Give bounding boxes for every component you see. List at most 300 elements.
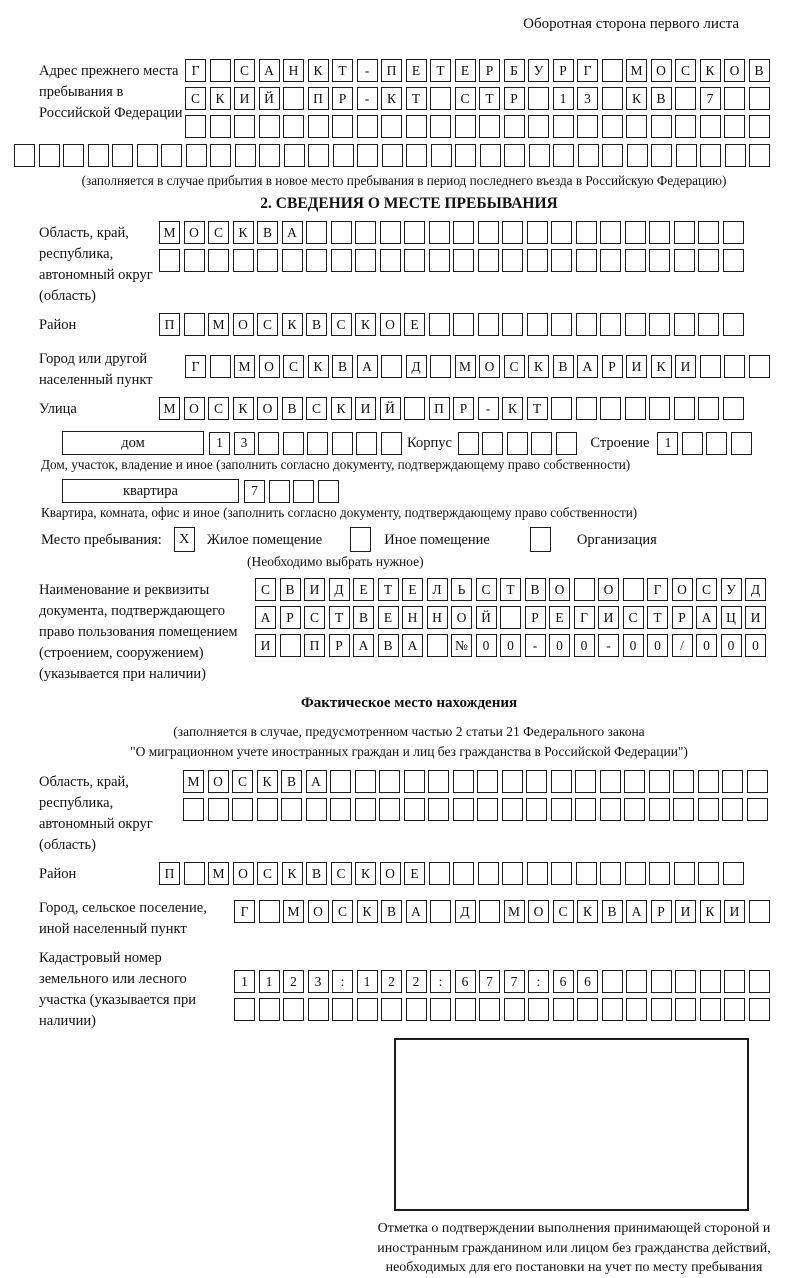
char-grid-row: [185, 115, 773, 138]
char-cell: [479, 998, 500, 1021]
char-cell: [381, 432, 402, 455]
char-cell: А: [696, 606, 717, 629]
char-cell: [453, 221, 474, 244]
char-cell: [404, 798, 425, 821]
char-cell: [293, 480, 314, 503]
char-cell: В: [602, 900, 623, 923]
char-cell: [504, 998, 525, 1021]
char-cell: [380, 221, 401, 244]
char-cell: У: [528, 59, 549, 82]
char-cell: О: [672, 578, 693, 601]
char-cell: Й: [259, 87, 280, 110]
char-cell: -: [357, 59, 378, 82]
char-grid-row: [255, 578, 770, 601]
char-cell: [553, 998, 574, 1021]
char-cell: [551, 397, 572, 420]
char-cell: [333, 144, 354, 167]
char-cell: [602, 970, 623, 993]
residential-label: Жилое помещение: [206, 531, 323, 548]
char-cell: В: [332, 355, 353, 378]
char-cell: О: [184, 221, 205, 244]
char-cell: [551, 221, 572, 244]
place-type-label: Место пребывания:: [41, 531, 162, 548]
char-cell: [700, 970, 721, 993]
char-cell: В: [381, 900, 402, 923]
char-cell: Т: [647, 606, 668, 629]
char-cell: К: [357, 900, 378, 923]
char-cell: П: [429, 397, 450, 420]
char-cell: [259, 115, 280, 138]
char-cell: К: [626, 87, 647, 110]
char-cell: [649, 313, 670, 336]
char-cell: А: [255, 606, 276, 629]
char-cell: [575, 798, 596, 821]
char-cell: [379, 798, 400, 821]
char-cell: [600, 313, 621, 336]
char-cell: [747, 770, 768, 793]
char-cell: [232, 798, 253, 821]
actual-location-note2: "О миграционном учете иностранных граждан и лиц без гражданства в Российской Федерации"): [130, 744, 688, 759]
char-cell: В: [378, 634, 399, 657]
char-cell: [577, 115, 598, 138]
char-cell: П: [308, 87, 329, 110]
char-cell: [404, 770, 425, 793]
char-cell: [500, 606, 521, 629]
char-cell: Е: [404, 862, 425, 885]
char-cell: [282, 249, 303, 272]
char-cell: [625, 221, 646, 244]
char-cell: [706, 432, 727, 455]
char-cell: [724, 355, 745, 378]
char-cell: [478, 249, 499, 272]
char-cell: [183, 798, 204, 821]
char-cell: [453, 313, 474, 336]
char-cell: Й: [476, 606, 497, 629]
char-cell: Е: [378, 606, 399, 629]
char-cell: А: [353, 634, 374, 657]
char-cell: К: [282, 862, 303, 885]
char-cell: [185, 115, 206, 138]
char-cell: 6: [553, 970, 574, 993]
char-cell: С: [455, 87, 476, 110]
char-cell: [159, 249, 180, 272]
korpus-label: Корпус: [407, 435, 452, 451]
char-cell: [259, 998, 280, 1021]
house-number-cells: [209, 432, 405, 455]
char-cell: [674, 397, 695, 420]
char-cell: С: [232, 770, 253, 793]
char-cell: [527, 221, 548, 244]
char-cell: [576, 313, 597, 336]
char-cell: П: [304, 634, 325, 657]
char-cell: [14, 144, 35, 167]
char-cell: С: [185, 87, 206, 110]
char-cell: [478, 862, 499, 885]
char-cell: [331, 249, 352, 272]
char-cell: [675, 115, 696, 138]
stay-region-label: Область, край, республика, автономный округ (область): [39, 225, 153, 304]
char-cell: С: [255, 578, 276, 601]
document-label: Наименование и реквизиты документа, подтверждающего право пользования помещением (строением, сооружением) (указывается при наличии): [39, 582, 238, 682]
prev-address-grid: [185, 59, 773, 143]
char-cell: К: [308, 59, 329, 82]
char-cell: [624, 798, 645, 821]
char-cell: Е: [353, 578, 374, 601]
char-cell: [682, 432, 703, 455]
char-cell: И: [304, 578, 325, 601]
char-cell: [482, 432, 503, 455]
char-cell: И: [255, 634, 276, 657]
checkbox-organization: [530, 527, 551, 552]
char-cell: Л: [427, 578, 448, 601]
char-cell: [600, 798, 621, 821]
char-cell: В: [282, 397, 303, 420]
char-cell: [578, 144, 599, 167]
char-cell: 0: [500, 634, 521, 657]
char-cell: [627, 144, 648, 167]
char-cell: [455, 998, 476, 1021]
char-cell: Ь: [451, 578, 472, 601]
char-cell: [381, 355, 402, 378]
section2-title: 2. СВЕДЕНИЯ О МЕСТЕ ПРЕБЫВАНИЯ: [260, 195, 558, 212]
actual-location-title: Фактическое место нахождения: [300, 695, 518, 711]
char-cell: [723, 221, 744, 244]
cadastre-label: Кадастровый номер земельного или лесного участка (указывается при наличии): [39, 950, 196, 1029]
char-cell: И: [675, 355, 696, 378]
char-cell: 2: [381, 970, 402, 993]
char-cell: С: [257, 313, 278, 336]
char-cell: Д: [406, 355, 427, 378]
char-cell: Р: [504, 87, 525, 110]
char-cell: [453, 798, 474, 821]
char-cell: [625, 249, 646, 272]
char-cell: [357, 115, 378, 138]
char-grid-row: [183, 798, 771, 821]
char-cell: О: [380, 862, 401, 885]
char-cell: [235, 144, 256, 167]
char-cell: С: [332, 900, 353, 923]
char-cell: П: [381, 59, 402, 82]
char-cell: [602, 144, 623, 167]
char-cell: [600, 397, 621, 420]
char-cell: М: [208, 313, 229, 336]
char-cell: [674, 313, 695, 336]
char-cell: Г: [574, 606, 595, 629]
char-cell: 1: [357, 970, 378, 993]
char-cell: О: [598, 578, 619, 601]
char-cell: [283, 432, 304, 455]
char-grid-row: [234, 970, 773, 993]
house-row: [62, 431, 794, 455]
char-cell: Т: [332, 59, 353, 82]
stroenie-label: Строение: [590, 435, 650, 451]
apartment-box-label: квартира: [62, 479, 239, 503]
char-cell: [526, 770, 547, 793]
char-cell: А: [282, 221, 303, 244]
char-cell: В: [553, 355, 574, 378]
stay-street-block: [39, 397, 794, 425]
char-grid-row: [159, 221, 747, 244]
char-cell: [63, 144, 84, 167]
char-cell: [210, 355, 231, 378]
char-cell: [330, 770, 351, 793]
char-cell: [624, 770, 645, 793]
char-cell: К: [308, 355, 329, 378]
actual-region-grid: [183, 770, 771, 826]
char-cell: [355, 798, 376, 821]
char-cell: Р: [332, 87, 353, 110]
char-cell: [453, 862, 474, 885]
char-cell: 1: [553, 87, 574, 110]
char-cell: [479, 900, 500, 923]
char-cell: [308, 115, 329, 138]
char-cell: [698, 770, 719, 793]
actual-region-block: [39, 770, 794, 856]
char-cell: [700, 115, 721, 138]
char-cell: О: [233, 862, 254, 885]
char-cell: [749, 970, 770, 993]
char-cell: В: [353, 606, 374, 629]
char-cell: [698, 249, 719, 272]
char-cell: [502, 313, 523, 336]
char-cell: 3: [577, 87, 598, 110]
char-cell: [283, 998, 304, 1021]
char-cell: С: [476, 578, 497, 601]
char-cell: [427, 634, 448, 657]
char-cell: Н: [283, 59, 304, 82]
char-cell: Т: [527, 397, 548, 420]
char-cell: [576, 397, 597, 420]
char-cell: [382, 144, 403, 167]
char-cell: Д: [329, 578, 350, 601]
char-cell: :: [332, 970, 353, 993]
char-cell: [700, 998, 721, 1021]
char-cell: [458, 432, 479, 455]
char-cell: К: [651, 355, 672, 378]
char-cell: Е: [455, 59, 476, 82]
char-cell: [676, 144, 697, 167]
char-cell: [186, 144, 207, 167]
char-cell: Г: [577, 59, 598, 82]
char-cell: [749, 115, 770, 138]
char-cell: О: [233, 313, 254, 336]
char-cell: [551, 249, 572, 272]
actual-region-label: Область, край, республика, автономный округ (область): [39, 774, 153, 853]
char-cell: [527, 249, 548, 272]
char-cell: О: [184, 397, 205, 420]
char-cell: [723, 249, 744, 272]
stroenie-cells: [657, 432, 755, 455]
actual-district-label: Район: [39, 866, 77, 882]
char-cell: [698, 397, 719, 420]
stay-city-label: Город или другой населенный пункт: [39, 351, 153, 388]
char-cell: [431, 144, 452, 167]
char-cell: [453, 770, 474, 793]
char-cell: 6: [455, 970, 476, 993]
char-cell: К: [331, 397, 352, 420]
char-cell: О: [380, 313, 401, 336]
char-cell: [306, 221, 327, 244]
char-cell: [453, 249, 474, 272]
char-cell: :: [528, 970, 549, 993]
char-cell: [269, 480, 290, 503]
char-cell: К: [355, 862, 376, 885]
char-cell: [477, 798, 498, 821]
char-cell: [259, 900, 280, 923]
char-cell: [553, 144, 574, 167]
char-cell: В: [281, 770, 302, 793]
char-cell: [428, 798, 449, 821]
actual-location-note1: (заполняется в случае, предусмотренном частью 2 статьи 21 Федерального закона: [173, 724, 645, 739]
char-cell: [623, 578, 644, 601]
char-cell: [602, 115, 623, 138]
char-cell: А: [357, 355, 378, 378]
char-cell: [722, 770, 743, 793]
char-cell: К: [381, 87, 402, 110]
char-cell: -: [357, 87, 378, 110]
organization-label: Организация: [576, 531, 657, 548]
other-premises-label: Иное помещение: [384, 531, 490, 548]
char-cell: [430, 900, 451, 923]
char-cell: [331, 221, 352, 244]
form-page: [4, 0, 804, 1275]
char-cell: С: [306, 397, 327, 420]
char-cell: [380, 249, 401, 272]
apartment-caption: Квартира, комната, офис и иное (заполнить согласно документу, подтверждающему право собственности): [41, 505, 638, 520]
char-cell: [651, 998, 672, 1021]
char-cell: [673, 798, 694, 821]
char-cell: 7: [244, 480, 265, 503]
char-cell: Д: [455, 900, 476, 923]
char-cell: Р: [553, 59, 574, 82]
char-cell: [332, 998, 353, 1021]
char-cell: И: [675, 900, 696, 923]
char-cell: А: [406, 900, 427, 923]
char-cell: С: [623, 606, 644, 629]
char-cell: С: [553, 900, 574, 923]
char-cell: [234, 115, 255, 138]
stay-city-block: [39, 347, 794, 391]
char-cell: М: [504, 900, 525, 923]
char-cell: [210, 115, 231, 138]
char-cell: [257, 249, 278, 272]
char-cell: [88, 144, 109, 167]
char-cell: [184, 862, 205, 885]
char-cell: О: [479, 355, 500, 378]
char-cell: [355, 221, 376, 244]
char-cell: [502, 862, 523, 885]
char-cell: [723, 313, 744, 336]
char-cell: [355, 249, 376, 272]
char-cell: [430, 998, 451, 1021]
char-cell: [551, 798, 572, 821]
char-cell: -: [525, 634, 546, 657]
char-cell: [283, 115, 304, 138]
char-cell: [332, 115, 353, 138]
char-cell: М: [183, 770, 204, 793]
char-cell: [674, 249, 695, 272]
char-cell: И: [626, 355, 647, 378]
char-cell: [137, 144, 158, 167]
char-cell: [556, 432, 577, 455]
char-cell: [406, 144, 427, 167]
char-cell: -: [478, 397, 499, 420]
char-cell: М: [208, 862, 229, 885]
char-cell: [502, 221, 523, 244]
char-cell: [600, 249, 621, 272]
char-cell: [649, 770, 670, 793]
char-cell: [625, 313, 646, 336]
char-cell: Г: [185, 355, 206, 378]
char-cell: [210, 59, 231, 82]
char-cell: [551, 862, 572, 885]
checkbox-residential: X: [174, 527, 195, 552]
char-cell: [576, 249, 597, 272]
char-cell: Р: [479, 59, 500, 82]
char-cell: О: [451, 606, 472, 629]
char-cell: [531, 432, 552, 455]
char-cell: С: [331, 862, 352, 885]
char-cell: В: [525, 578, 546, 601]
char-cell: [504, 144, 525, 167]
char-cell: Г: [647, 578, 668, 601]
char-cell: С: [304, 606, 325, 629]
char-cell: [259, 144, 280, 167]
stay-region-block: [39, 221, 794, 307]
char-cell: 0: [623, 634, 644, 657]
char-cell: К: [233, 221, 254, 244]
char-cell: [281, 798, 302, 821]
char-cell: К: [700, 59, 721, 82]
char-cell: [649, 397, 670, 420]
char-cell: Б: [504, 59, 525, 82]
char-cell: [675, 970, 696, 993]
char-cell: [330, 798, 351, 821]
char-cell: 0: [549, 634, 570, 657]
char-cell: [551, 313, 572, 336]
char-cell: Р: [453, 397, 474, 420]
char-cell: [625, 397, 646, 420]
char-cell: [429, 313, 450, 336]
char-grid-row: [185, 59, 773, 82]
char-cell: 7: [479, 970, 500, 993]
char-cell: 2: [406, 970, 427, 993]
char-cell: [749, 900, 770, 923]
stay-street-label: Улица: [39, 401, 77, 417]
char-cell: [258, 432, 279, 455]
char-cell: Т: [430, 59, 451, 82]
char-cell: [723, 862, 744, 885]
prev-address-block: [39, 59, 794, 143]
char-cell: [602, 998, 623, 1021]
char-cell: Т: [406, 87, 427, 110]
char-cell: [576, 862, 597, 885]
page-side-note: Оборотная сторона первого листа: [523, 16, 739, 32]
cadastre-grid: [234, 946, 773, 1026]
char-cell: [406, 115, 427, 138]
char-cell: [698, 798, 719, 821]
char-cell: С: [675, 59, 696, 82]
char-cell: [208, 249, 229, 272]
char-cell: О: [549, 578, 570, 601]
char-cell: 2: [283, 970, 304, 993]
stay-region-grid: [159, 221, 747, 277]
char-cell: [626, 998, 647, 1021]
char-cell: 6: [577, 970, 598, 993]
char-cell: [379, 770, 400, 793]
char-cell: К: [528, 355, 549, 378]
char-cell: Ц: [721, 606, 742, 629]
